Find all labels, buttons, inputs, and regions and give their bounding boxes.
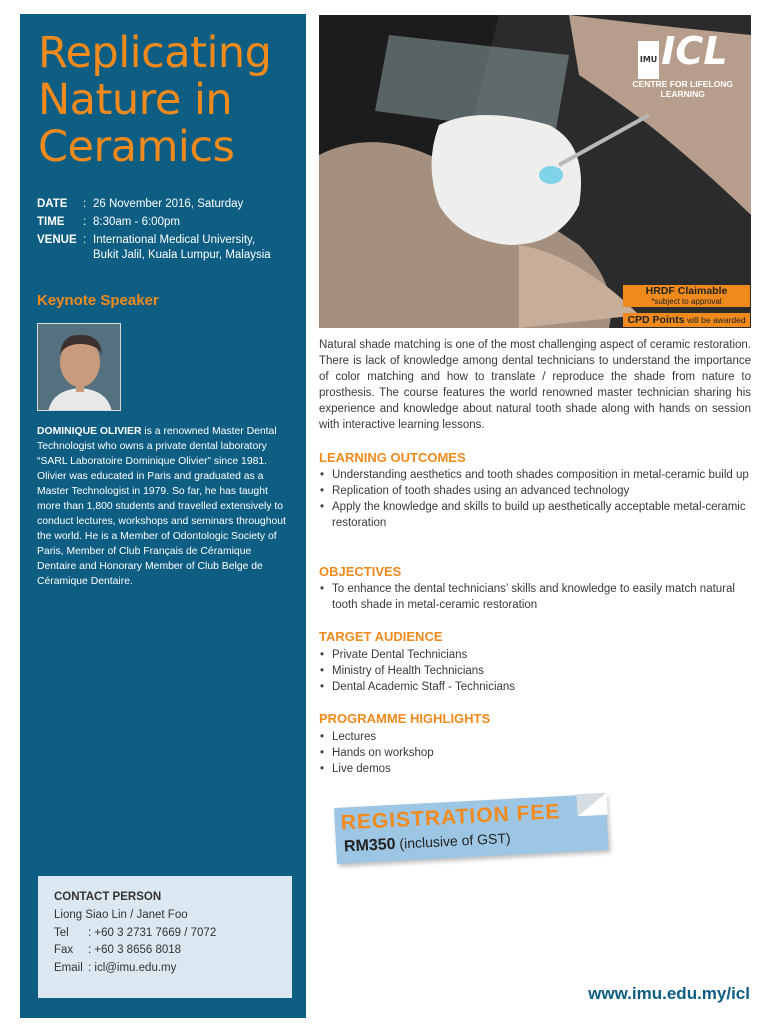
keynote-heading: Keynote Speaker: [37, 292, 159, 309]
list-item: • Lectures: [319, 729, 751, 745]
cpd-badge: [623, 313, 750, 327]
list-item: • Private Dental Technicians: [319, 647, 751, 663]
registration-title: REGISTRATION FEE: [340, 800, 561, 835]
tel-label: Tel: [54, 926, 69, 939]
price-amount: RM350: [343, 835, 397, 856]
cpd-rest: will be awarded: [684, 315, 746, 325]
speaker-name: DOMINIQUE OLIVIER: [37, 426, 142, 437]
speaker-photo: [37, 323, 121, 411]
hrdf-badge: [623, 285, 750, 307]
list-item: • Apply the knowledge and skills to build up aesthetically acceptable metal-ceramic restoration: [319, 499, 751, 531]
venue-line: Bukit Jalil, Kuala Lumpur, Malaysia: [93, 249, 271, 261]
title-line: Nature in: [38, 75, 233, 125]
hrdf-note: *subject to approval: [651, 297, 722, 306]
venue-value: [93, 233, 271, 263]
contact-email: [54, 960, 276, 978]
website-link[interactable]: www.imu.edu.my/icl: [588, 984, 750, 1003]
target-audience-title: TARGET AUDIENCE: [319, 629, 443, 644]
email-label: Email: [54, 961, 83, 974]
learning-outcomes-title: LEARNING OUTCOMES: [319, 450, 466, 465]
fax-value: : +60 3 8656 8018: [88, 944, 182, 956]
list-item: • Replication of tooth shades using an advanced technology: [319, 483, 751, 499]
page-title: [38, 30, 298, 171]
page-fold-icon: [577, 793, 608, 817]
contact-box: [38, 876, 292, 998]
cpd-bold: CPD Points: [627, 314, 685, 326]
imu-label: IMU: [638, 41, 659, 79]
list-item: • To enhance the dental technicians’ skills and knowledge to easily match natural tooth shade in metal-ceramic restoration: [319, 581, 751, 613]
speaker-bio: [37, 424, 291, 589]
list-item: • Live demos: [319, 761, 751, 777]
registration-fee-tag: [334, 794, 609, 864]
speaker-portrait-icon: [38, 324, 121, 411]
target-audience-list: [319, 647, 751, 695]
contact-tel: [54, 925, 276, 943]
tel-value[interactable]: : +60 3 2731 7669 / 7072: [88, 926, 217, 939]
list-item: • Dental Academic Staff - Technicians: [319, 679, 751, 695]
price-note: (inclusive of GST): [395, 829, 511, 852]
colon: :: [83, 234, 87, 246]
list-item: • Understanding aesthetics and tooth shades composition in metal-ceramic build up: [319, 467, 751, 483]
logo-line: LEARNING: [660, 89, 705, 99]
logo-mark: [632, 29, 733, 79]
programme-highlights-list: [319, 729, 751, 777]
learning-outcomes-list: [319, 467, 751, 531]
date-label: DATE: [37, 198, 68, 210]
hero-photo: [319, 15, 751, 328]
list-item: • Hands on workshop: [319, 745, 751, 761]
time-row: [37, 215, 180, 230]
programme-highlights-title: PROGRAMME HIGHLIGHTS: [319, 711, 491, 726]
fax-label: Fax: [54, 944, 74, 956]
contact-names: Liong Siao Lin / Janet Foo: [54, 909, 188, 921]
colon: :: [83, 216, 87, 228]
venue-line: International Medical University,: [93, 234, 256, 246]
logo-line: CENTRE FOR LIFELONG: [632, 79, 733, 89]
intro-paragraph: Natural shade matching is one of the most challenging aspect of ceramic restoration. There is lack of knowledge among dental technicians to understand the importance of color matching and how to translate / reproduce the shade from nature to prosthesis. The course features the world renowned master technician sharing his experience and knowledge about natural tooth shade along with hands on session with interactive learning lessons.: [319, 339, 751, 431]
icl-label: ICL: [661, 29, 728, 73]
email-value[interactable]: : icl@imu.edu.my: [88, 961, 177, 974]
title-line: Ceramics: [38, 122, 235, 172]
colon: :: [83, 198, 87, 210]
time-label: TIME: [37, 216, 65, 228]
objectives-list: [319, 581, 751, 613]
contact-fax: [54, 942, 276, 960]
time-value: 8:30am - 6:00pm: [93, 216, 180, 228]
date-row: [37, 197, 243, 212]
objectives-title: OBJECTIVES: [319, 564, 402, 579]
speaker-bio-text: is a renowned Master Dental Technologist who owns a private dental laboratory “SARL Laboratoire Dominique Olivier” since 1981. Olivier was educated in Paris and graduated as a Master Technologist in 1979. So far, he has taught more than 1,800 students and travelled extensively to conduct lectures, workshops and seminars throughout the world. He is a Member of Odontologic Society of Paris, Member of Club Français de Céramique Dentaire and Honorary Member of Club Belge de Céramique Dentaire.: [37, 426, 286, 587]
list-item: • Ministry of Health Technicians: [319, 663, 751, 679]
hrdf-text: HRDF Claimable: [645, 285, 728, 297]
date-value: 26 November 2016, Saturday: [93, 198, 244, 210]
venue-label: VENUE: [37, 234, 77, 246]
title-line: Replicating: [38, 28, 272, 78]
venue-row: [37, 233, 271, 263]
contact-title: CONTACT PERSON: [54, 891, 162, 903]
icl-logo[interactable]: [632, 29, 733, 99]
